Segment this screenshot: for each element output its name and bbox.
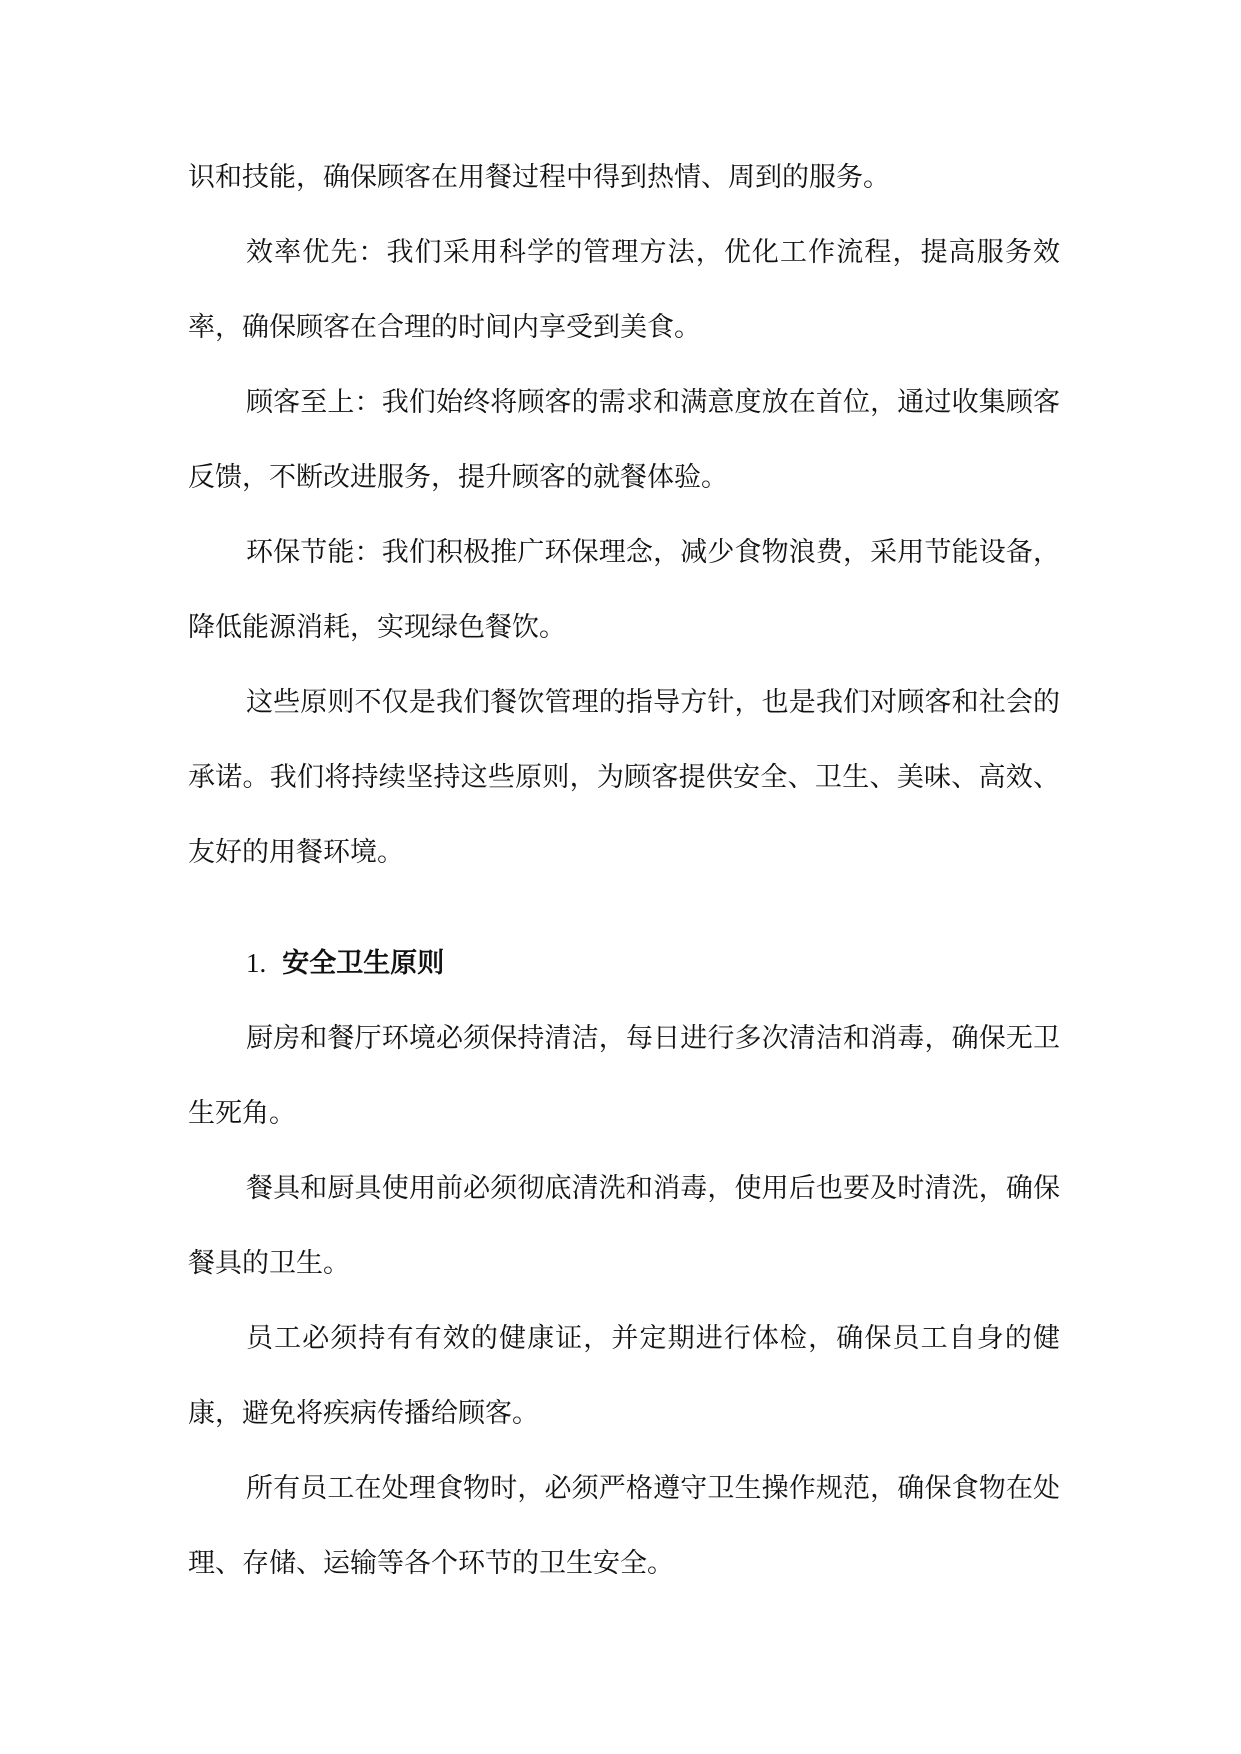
paragraph-continuation: 识和技能，确保顾客在用餐过程中得到热情、周到的服务。 — [188, 162, 890, 193]
paragraph-customer-first: 顾客至上：我们始终将顾客的需求和满意度放在首位，通过收集顾客反馈，不断改进服务，提升顾客的就餐体验。 — [188, 387, 1060, 493]
paragraph-clean-environment: 厨房和餐厅环境必须保持清洁，每日进行多次清洁和消毒，确保无卫生死角。 — [188, 1023, 1060, 1129]
paragraph-summary: 这些原则不仅是我们餐饮管理的指导方针，也是我们对顾客和社会的承诺。我们将持续坚持这些原则，为顾客提供安全、卫生、美味、高效、友好的用餐环境。 — [188, 687, 1060, 868]
section-title: 安全卫生原则 — [282, 948, 445, 979]
paragraph-health-certificate: 员工必须持有有效的健康证，并定期进行体检，确保员工自身的健康，避免将疾病传播给顾客。 — [188, 1323, 1060, 1429]
paragraph-eco-friendly: 环保节能：我们积极推广环保理念，减少食物浪费，采用节能设备，降低能源消耗，实现绿色餐饮。 — [188, 537, 1060, 643]
section-heading — [188, 926, 1060, 1001]
paragraph-efficiency: 效率优先：我们采用科学的管理方法，优化工作流程，提高服务效率，确保顾客在合理的时间内享受到美食。 — [188, 237, 1060, 343]
section-number: 1. — [246, 948, 267, 978]
document-body — [188, 140, 1060, 1601]
paragraph-utensils: 餐具和厨具使用前必须彻底清洗和消毒，使用后也要及时清洗，确保餐具的卫生。 — [188, 1173, 1060, 1279]
paragraph-food-handling: 所有员工在处理食物时，必须严格遵守卫生操作规范，确保食物在处理、存储、运输等各个环节的卫生安全。 — [188, 1473, 1060, 1579]
